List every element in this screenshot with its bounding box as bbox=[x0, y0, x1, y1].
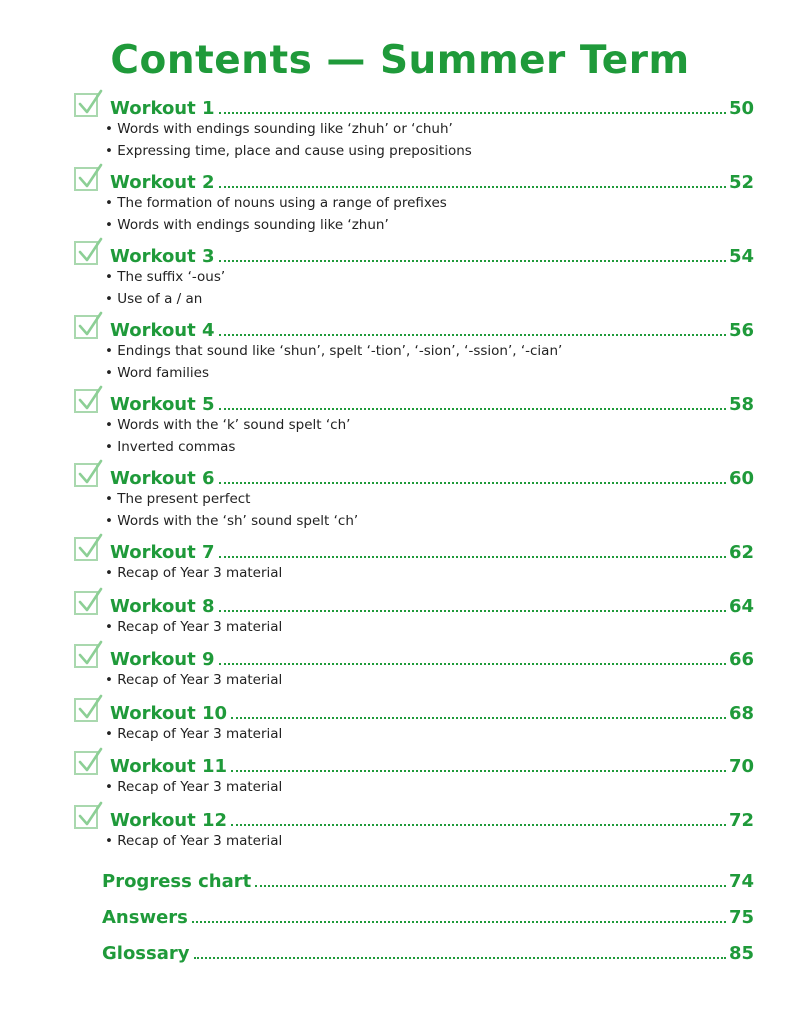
workout-entry-9 bbox=[74, 641, 754, 695]
page-number: 75 bbox=[728, 907, 754, 928]
toc-row[interactable] bbox=[102, 902, 754, 928]
toc-row[interactable] bbox=[110, 537, 754, 563]
checkbox-tick-icon[interactable] bbox=[74, 537, 98, 561]
topic-bullet: • Recap of Year 3 material bbox=[105, 777, 282, 799]
workout-title: Workout 6 bbox=[110, 468, 215, 489]
workout-entry-10 bbox=[74, 695, 754, 749]
toc-row[interactable] bbox=[102, 866, 754, 892]
page-number: 50 bbox=[728, 98, 754, 119]
topic-bullet: • Endings that sound like ‘shun’, spelt ‘-tion’, ‘-sion’, ‘-ssion’, ‘-cian’ bbox=[105, 341, 562, 363]
toc-row[interactable] bbox=[110, 591, 754, 617]
checkbox-tick-icon[interactable] bbox=[74, 463, 98, 487]
dot-leader bbox=[219, 482, 726, 484]
workout-entry-1 bbox=[74, 90, 754, 164]
page-number: 85 bbox=[728, 943, 754, 964]
workout-entry-3 bbox=[74, 238, 754, 312]
workout-entry-2 bbox=[74, 164, 754, 238]
dot-leader bbox=[219, 663, 726, 665]
checkbox-tick-icon[interactable] bbox=[74, 241, 98, 265]
checkbox-tick-icon[interactable] bbox=[74, 644, 98, 668]
topic-bullet: • Recap of Year 3 material bbox=[105, 670, 282, 692]
toc-row[interactable] bbox=[110, 389, 754, 415]
topic-bullet: • Words with the ‘k’ sound spelt ‘ch’ bbox=[105, 415, 350, 437]
workout-title: Workout 5 bbox=[110, 394, 215, 415]
dot-leader bbox=[219, 112, 726, 114]
toc-row[interactable] bbox=[110, 241, 754, 267]
checkbox-tick-icon[interactable] bbox=[74, 591, 98, 615]
answers-entry bbox=[102, 902, 754, 938]
checkbox-tick-icon[interactable] bbox=[74, 389, 98, 413]
page-number: 66 bbox=[728, 649, 754, 670]
workout-entry-12 bbox=[74, 802, 754, 856]
workout-title: Workout 1 bbox=[110, 98, 215, 119]
checkbox-tick-icon[interactable] bbox=[74, 315, 98, 339]
topic-bullet: • Recap of Year 3 material bbox=[105, 563, 282, 585]
dot-leader bbox=[255, 885, 726, 887]
topic-bullet: • Recap of Year 3 material bbox=[105, 831, 282, 853]
topic-bullet: • Use of a / an bbox=[105, 289, 225, 311]
page-number: 72 bbox=[728, 809, 754, 831]
checkbox-tick-icon[interactable] bbox=[74, 93, 98, 117]
page-number: 62 bbox=[728, 542, 754, 563]
topic-bullet: • The formation of nouns using a range of prefixes bbox=[105, 193, 447, 215]
workout-entry-5 bbox=[74, 386, 754, 460]
dot-leader bbox=[219, 334, 726, 336]
dot-leader bbox=[231, 824, 726, 826]
workout-title: Workout 12 bbox=[110, 809, 228, 831]
workout-title: Workout 4 bbox=[110, 320, 215, 341]
checkbox-tick-icon[interactable] bbox=[74, 751, 98, 775]
topic-bullet: • Words with endings sounding like ‘zhun’ bbox=[105, 215, 447, 237]
page-number: 64 bbox=[728, 595, 754, 617]
workout-entry-11 bbox=[74, 748, 754, 802]
page-number: 54 bbox=[728, 246, 754, 267]
page-number: 70 bbox=[728, 756, 754, 777]
toc-row[interactable] bbox=[110, 167, 754, 193]
dot-leader bbox=[231, 717, 726, 719]
workout-entry-6 bbox=[74, 460, 754, 534]
toc-row[interactable] bbox=[110, 698, 754, 724]
dot-leader bbox=[219, 556, 726, 558]
toc-row[interactable] bbox=[110, 751, 754, 777]
toc-row[interactable] bbox=[102, 938, 754, 964]
topic-bullet: • Expressing time, place and cause using prepositions bbox=[105, 141, 472, 163]
topic-bullet: • Words with the ‘sh’ sound spelt ‘ch’ bbox=[105, 511, 358, 533]
glossary-entry bbox=[102, 938, 754, 974]
toc-row[interactable] bbox=[110, 93, 754, 119]
page-title: Contents — Summer Term bbox=[110, 38, 690, 83]
section-title: Progress chart bbox=[102, 871, 252, 892]
page-number: 52 bbox=[728, 172, 754, 193]
workout-entry-7 bbox=[74, 534, 754, 588]
workout-entry-4 bbox=[74, 312, 754, 386]
checkbox-tick-icon[interactable] bbox=[74, 805, 98, 829]
workout-title: Workout 2 bbox=[110, 172, 215, 193]
page-number: 58 bbox=[728, 394, 754, 415]
page-number: 74 bbox=[728, 871, 754, 892]
topic-bullet: • The suffix ‘-ous’ bbox=[105, 267, 225, 289]
workout-title: Workout 11 bbox=[110, 756, 228, 777]
topic-bullet: • Inverted commas bbox=[105, 437, 350, 459]
toc-row[interactable] bbox=[110, 805, 754, 831]
page-number: 56 bbox=[728, 320, 754, 341]
topic-bullet: • Recap of Year 3 material bbox=[105, 724, 282, 746]
topic-bullet: • Words with endings sounding like ‘zhuh’ or ‘chuh’ bbox=[105, 119, 472, 141]
toc-row[interactable] bbox=[110, 644, 754, 670]
toc-row[interactable] bbox=[110, 463, 754, 489]
topic-bullet: • The present perfect bbox=[105, 489, 358, 511]
progress-chart-entry bbox=[102, 866, 754, 902]
checkbox-tick-icon[interactable] bbox=[74, 698, 98, 722]
dot-leader bbox=[231, 770, 726, 772]
dot-leader bbox=[219, 610, 726, 612]
topic-bullet: • Word families bbox=[105, 363, 562, 385]
topic-bullet: • Recap of Year 3 material bbox=[105, 617, 282, 639]
workout-title: Workout 3 bbox=[110, 246, 215, 267]
workout-entry-8 bbox=[74, 588, 754, 642]
page-number: 60 bbox=[728, 468, 754, 489]
dot-leader bbox=[192, 921, 726, 923]
workout-title: Workout 7 bbox=[110, 542, 215, 563]
dot-leader bbox=[219, 260, 726, 262]
workout-title: Workout 9 bbox=[110, 649, 215, 670]
section-title: Answers bbox=[102, 907, 188, 928]
workout-title: Workout 8 bbox=[110, 595, 215, 617]
page-number: 68 bbox=[728, 702, 754, 724]
dot-leader bbox=[194, 957, 726, 959]
section-title: Glossary bbox=[102, 943, 190, 964]
workout-title: Workout 10 bbox=[110, 702, 228, 724]
workout-list bbox=[74, 90, 754, 855]
checkbox-tick-icon[interactable] bbox=[74, 167, 98, 191]
dot-leader bbox=[219, 408, 726, 410]
toc-row[interactable] bbox=[110, 315, 754, 341]
dot-leader bbox=[219, 186, 726, 188]
appendix-list bbox=[102, 866, 754, 974]
